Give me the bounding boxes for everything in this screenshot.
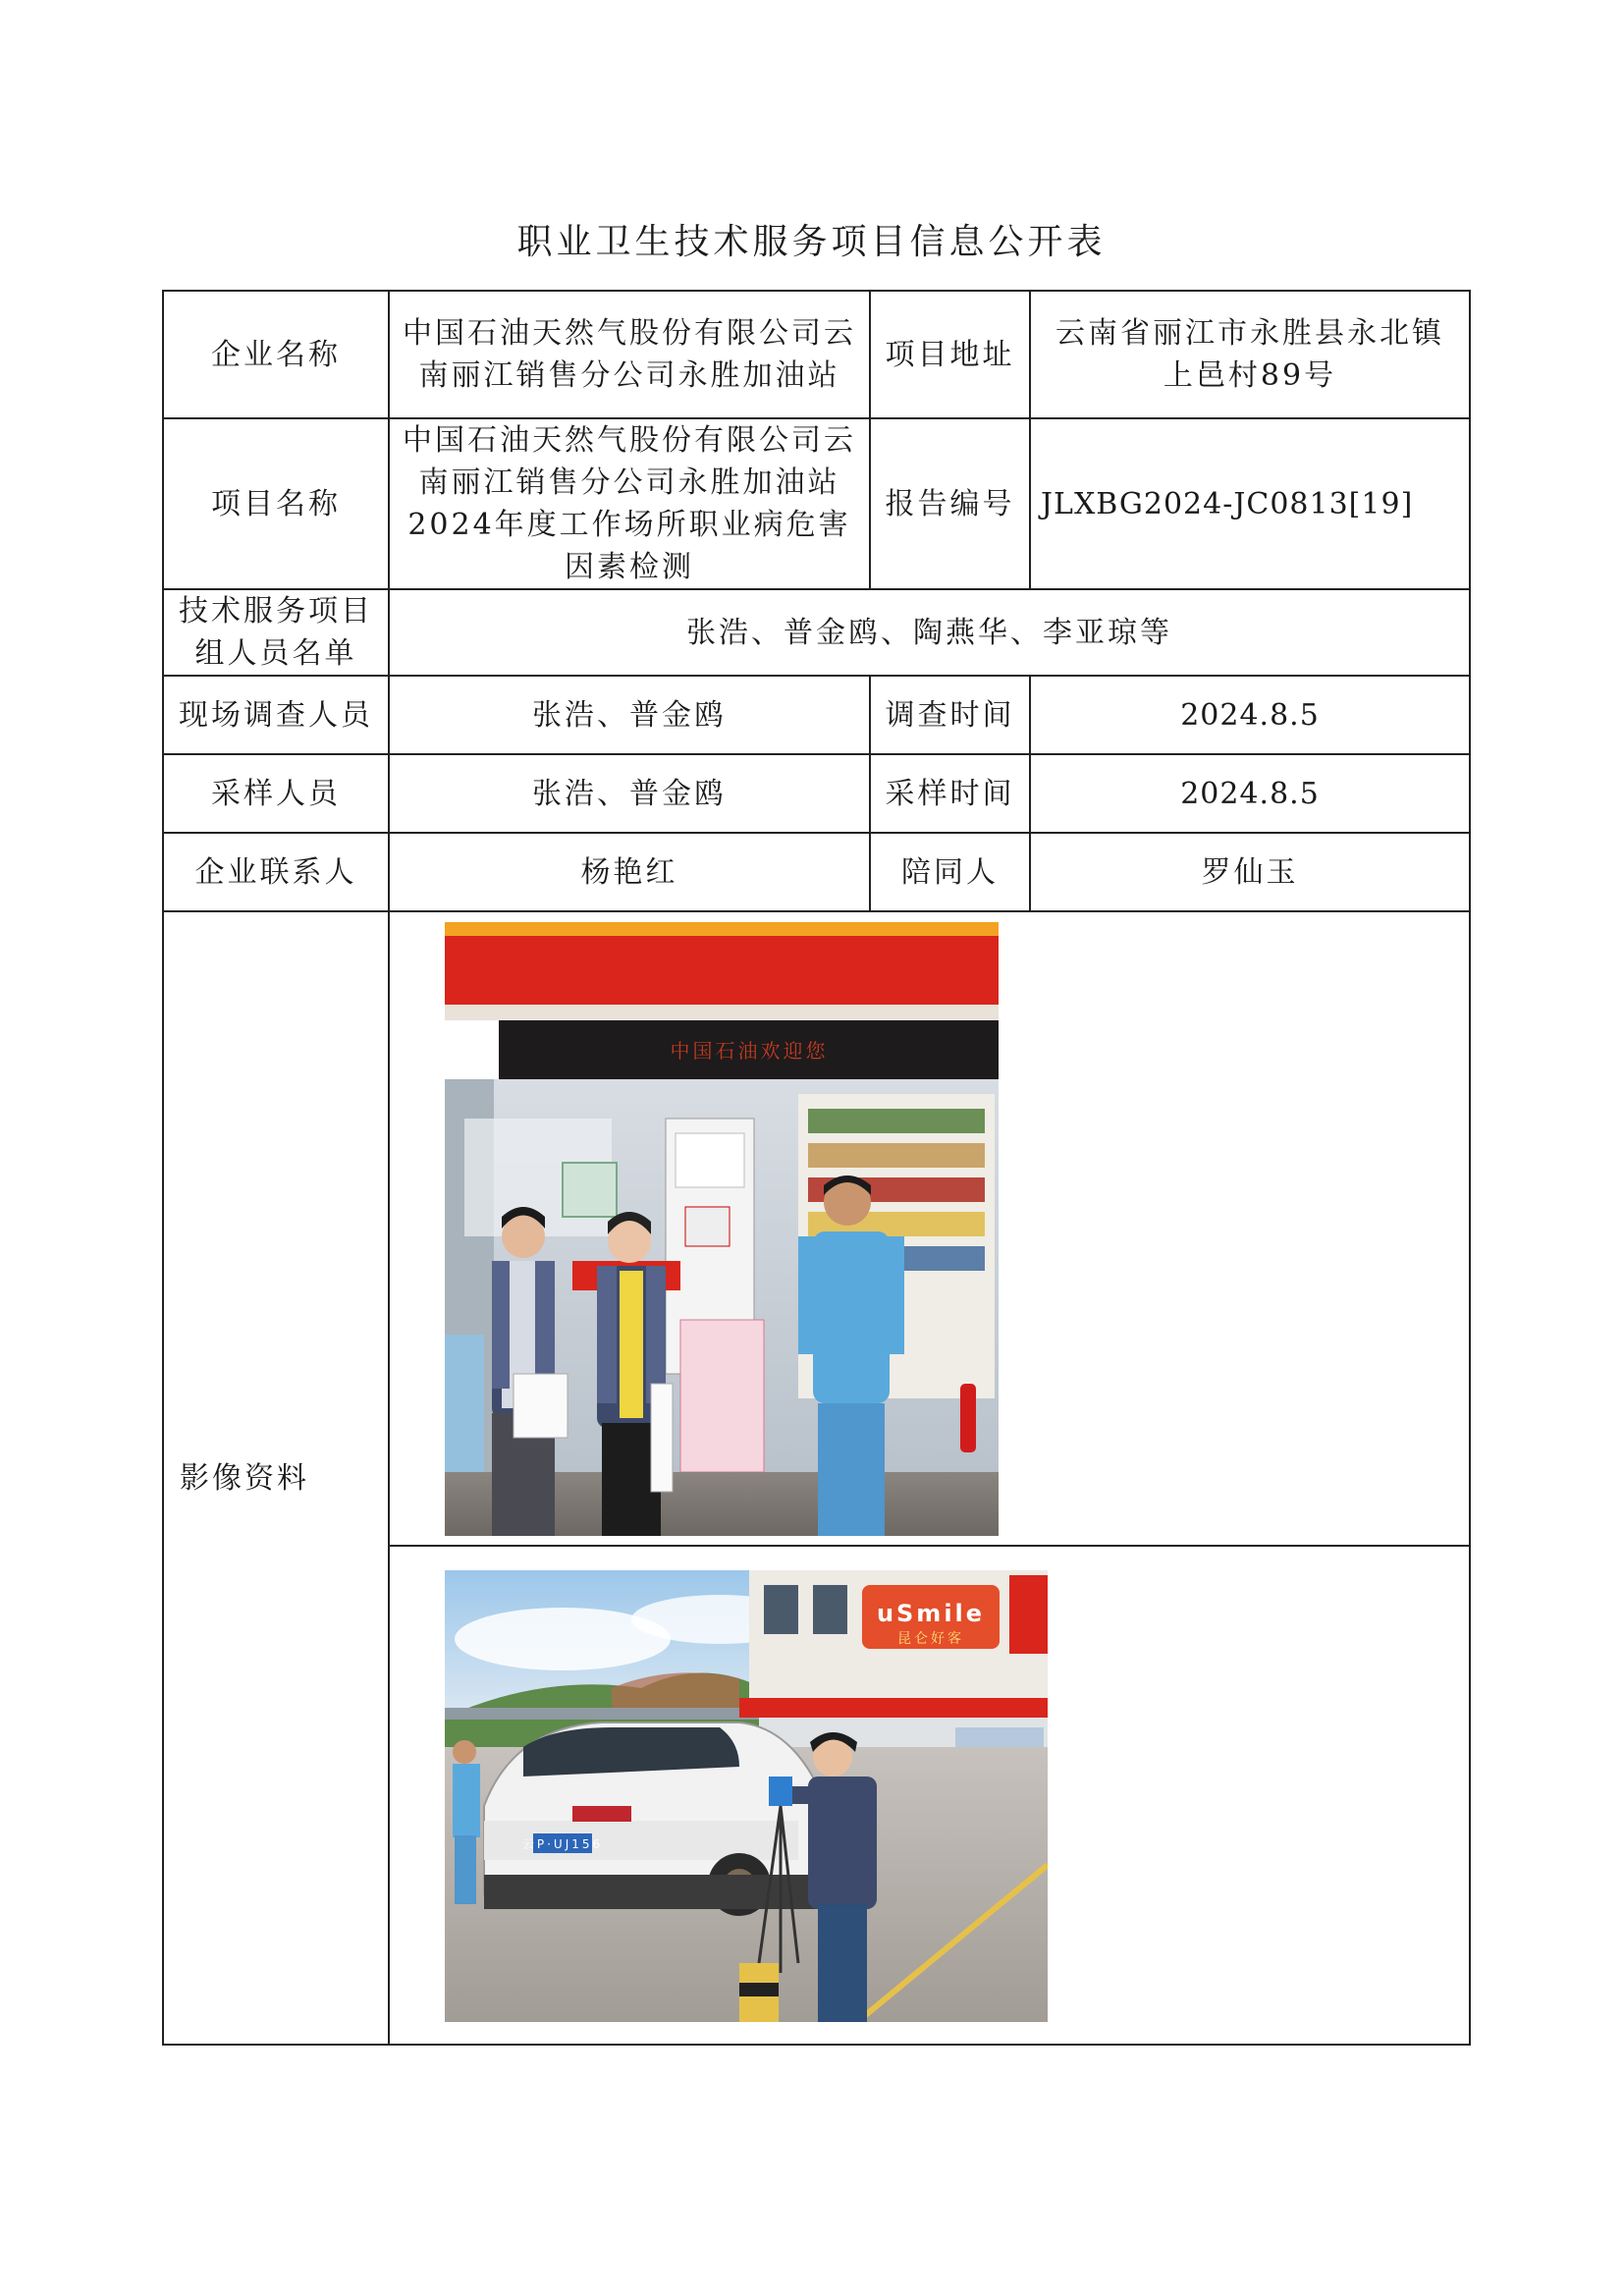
fire-extinguisher — [960, 1384, 976, 1452]
page-title: 职业卫生技术服务项目信息公开表 — [516, 222, 1107, 262]
project-address-value: 云南省丽江市永胜县永北镇上邑村89号 — [1030, 291, 1470, 418]
white-suv — [484, 1722, 818, 1916]
company-name-value: 中国石油天然气股份有限公司云南丽江销售分公司永胜加油站 — [389, 291, 870, 418]
poster — [563, 1163, 617, 1217]
project-name-label: 项目名称 — [163, 418, 389, 589]
table-row — [163, 833, 1470, 911]
survey-time-label: 调查时间 — [870, 676, 1030, 754]
report-number-value: JLXBG2024-JC0813[19] — [1030, 418, 1470, 589]
sampling-time-label: 采样时间 — [870, 754, 1030, 833]
companion-value: 罗仙玉 — [1030, 833, 1470, 911]
photo-refueling-sampling — [445, 1570, 1048, 2022]
sampling-staff-label: 采样人员 — [163, 754, 389, 833]
canopy-red — [445, 936, 999, 1005]
svg-text:昆仑好客: 昆仑好客 — [897, 1631, 964, 1647]
pink-poster — [680, 1320, 764, 1472]
table-row — [163, 291, 1470, 418]
media-label: 影像资料 — [163, 911, 389, 2045]
usmile-brand: uSmile — [876, 1600, 986, 1627]
table-row — [163, 589, 1470, 676]
overpass — [445, 1708, 759, 1720]
svg-text:云P·UJ156: 云P·UJ156 — [521, 1837, 604, 1851]
photo-cell-1 — [389, 911, 1470, 1546]
table-row — [163, 911, 1470, 1546]
led-text: 中国石油欢迎您 — [670, 1039, 829, 1063]
photo-cell-2 — [389, 1546, 1470, 2045]
team-members-label: 技术服务项目组人员名单 — [163, 589, 389, 676]
survey-time-value: 2024.8.5 — [1030, 676, 1470, 754]
companion-label: 陪同人 — [870, 833, 1030, 911]
project-name-value: 中国石油天然气股份有限公司云南丽江销售分公司永胜加油站2024年度工作场所职业病危害因素检测 — [389, 418, 870, 589]
survey-staff-value: 张浩、普金鸥 — [389, 676, 870, 754]
company-name-label: 企业名称 — [163, 291, 389, 418]
photo-station-entrance — [445, 922, 999, 1536]
info-table — [162, 290, 1471, 2046]
building-band — [739, 1698, 1048, 1718]
table-row — [163, 418, 1470, 589]
survey-staff-label: 现场调查人员 — [163, 676, 389, 754]
company-contact-label: 企业联系人 — [163, 833, 389, 911]
company-contact-value: 杨艳红 — [389, 833, 870, 911]
project-address-label: 项目地址 — [870, 291, 1030, 418]
sampling-time-value: 2024.8.5 — [1030, 754, 1470, 833]
sampling-staff-value: 张浩、普金鸥 — [389, 754, 870, 833]
table-row — [163, 754, 1470, 833]
person-walking — [453, 1740, 480, 1904]
team-members-value: 张浩、普金鸥、陶燕华、李亚琼等 — [389, 589, 1470, 676]
table-row — [163, 676, 1470, 754]
report-number-label: 报告编号 — [870, 418, 1030, 589]
